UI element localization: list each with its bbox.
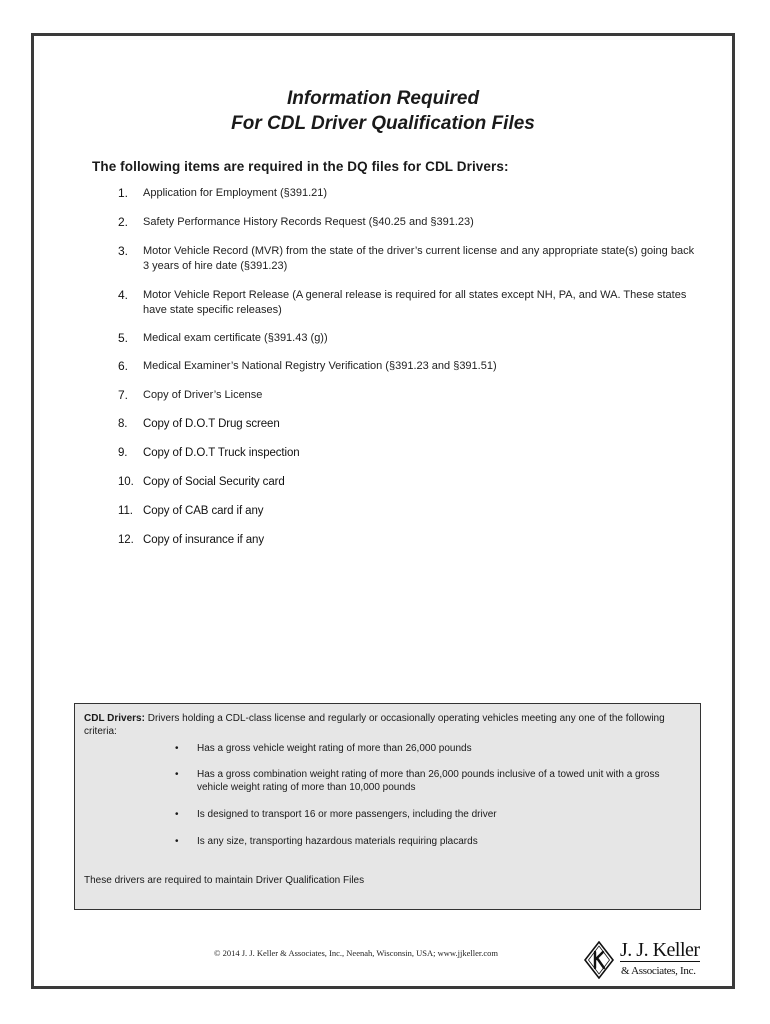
criteria-text: Is any size, transporting hazardous materials requiring placards — [197, 836, 478, 847]
keller-diamond-logo-icon — [584, 941, 614, 979]
item-number: 11. — [118, 505, 133, 517]
intro-heading: The following items are required in the DQ files for CDL Drivers: — [92, 159, 509, 174]
copyright-notice: © 2014 J. J. Keller & Associates, Inc., Neenah, Wisconsin, USA; www.jjkeller.com — [214, 948, 498, 958]
item-number: 1. — [118, 186, 129, 200]
cdl-box-lead: CDL Drivers: — [84, 713, 145, 724]
cdl-box-intro-text: Drivers holding a CDL-class license and regularly or occasionally operating vehicles meeting any one of the following criteria: — [84, 713, 665, 737]
document-title — [34, 86, 732, 136]
item-text: Medical exam certificate (§391.43 (g)) — [143, 332, 328, 344]
item-text: Motor Vehicle Report Release (A general release is required for all states except NH, PA, and WA. These states have state specific releases) — [143, 289, 687, 316]
item-number: 12. — [118, 534, 134, 546]
title-line-1: Information Required — [286, 88, 480, 109]
title-line-2: For CDL Driver Qualification Files — [231, 113, 535, 134]
item-text: Copy of CAB card if any — [143, 505, 264, 517]
cdl-box-intro — [84, 712, 690, 738]
bullet-dot-icon: • — [175, 769, 179, 780]
logo-company-name: J. J. Keller — [620, 939, 700, 961]
bullet-dot-icon: • — [175, 743, 179, 754]
item-number: 6. — [118, 359, 129, 373]
item-number: 8. — [118, 418, 128, 430]
item-number: 2. — [118, 215, 129, 229]
document-page — [31, 33, 735, 989]
company-logo — [584, 939, 714, 983]
criteria-text: Has a gross vehicle weight rating of more than 26,000 pounds — [197, 743, 472, 754]
logo-company-subtitle: & Associates, Inc. — [621, 965, 696, 977]
item-text: Copy of Driver’s License — [143, 389, 263, 401]
item-text: Copy of D.O.T Truck inspection — [143, 447, 300, 459]
item-text: Motor Vehicle Record (MVR) from the state of the driver’s current license and any appropriate state(s) going back 3 years of hire date (§391.23) — [143, 245, 695, 272]
criteria-text: Is designed to transport 16 or more passengers, including the driver — [197, 809, 497, 820]
item-text: Copy of D.O.T Drug screen — [143, 418, 280, 430]
item-number: 5. — [118, 331, 129, 345]
item-number: 10. — [118, 476, 134, 488]
cdl-drivers-box — [74, 703, 701, 910]
item-text: Safety Performance History Records Request (§40.25 and §391.23) — [143, 216, 474, 228]
item-number: 4. — [118, 288, 129, 302]
item-number: 3. — [118, 244, 129, 258]
item-number: 9. — [118, 447, 128, 459]
item-text: Copy of insurance if any — [143, 534, 264, 546]
item-number: 7. — [118, 388, 129, 402]
bullet-dot-icon: • — [175, 836, 179, 847]
item-text: Application for Employment (§391.21) — [143, 187, 328, 199]
item-text: Medical Examiner’s National Registry Verification (§391.23 and §391.51) — [143, 360, 497, 372]
criteria-text: Has a gross combination weight rating of more than 26,000 pounds inclusive of a towed unit with a gross vehicle weight rating of more than 10,000 pounds — [197, 769, 660, 793]
bullet-dot-icon: • — [175, 809, 179, 820]
cdl-box-footer: These drivers are required to maintain Driver Qualification Files — [84, 875, 365, 886]
item-text: Copy of Social Security card — [143, 476, 285, 488]
